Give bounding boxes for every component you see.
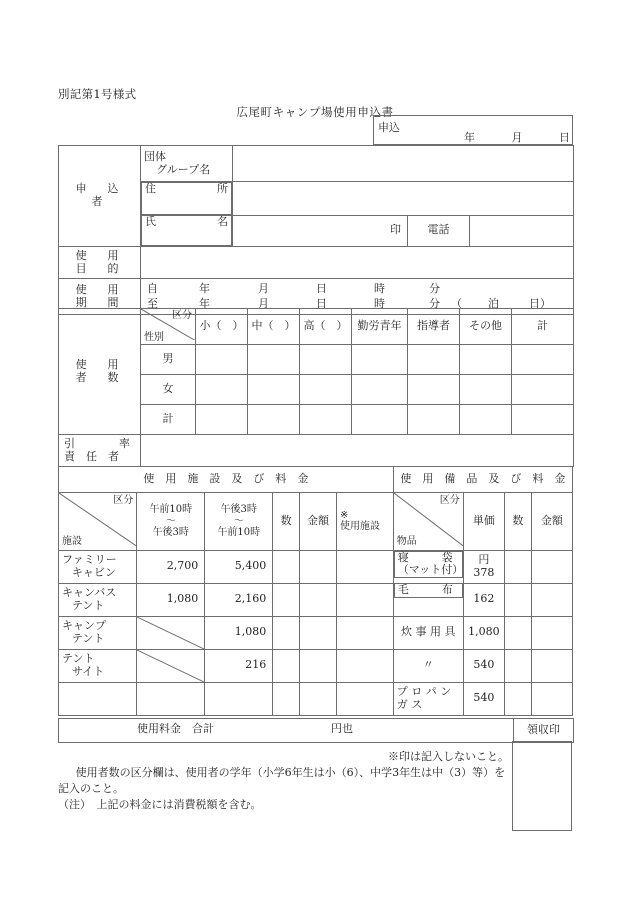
users-row-label: 計 (141, 405, 196, 435)
total-fee-label: 使用料金 合計 (137, 721, 214, 735)
facility-day-price[interactable] (137, 682, 205, 715)
total-table (58, 718, 574, 743)
receipt-seal-box[interactable] (512, 741, 572, 831)
equipment-unit-price: 1,080 (463, 616, 504, 649)
tel-label: 電話 (408, 215, 470, 247)
note-line-2: 記入のこと。 (58, 781, 124, 795)
facility-night-price: 2,160 (205, 583, 273, 616)
period-to-day: 日 (316, 296, 327, 310)
facility-col-count: 数 (273, 493, 300, 551)
note-asterisk: ※印は記入しないこと。 (388, 750, 509, 763)
users-col-header: その他 (460, 309, 512, 345)
diagonal-strike-icon (137, 650, 204, 682)
users-cell[interactable] (408, 405, 460, 435)
equipment-corner-category: 区分 (439, 495, 460, 506)
equipment-count[interactable] (504, 616, 531, 649)
period-days: 日） (529, 296, 551, 310)
period-from-minute: 分 (429, 281, 440, 295)
facility-name[interactable] (59, 682, 137, 715)
users-cell[interactable] (248, 375, 300, 405)
table-row (59, 146, 574, 182)
facility-day-price-unavailable (137, 616, 205, 649)
period-paren-open: （ (451, 296, 462, 310)
name-label: 氏 名 (141, 215, 232, 246)
facility-amount[interactable] (299, 682, 336, 715)
facility-count[interactable] (273, 649, 300, 682)
users-col-header: 勤労青年 (352, 309, 408, 345)
page-title: 広尾町キャンプ場使用申込書 (236, 105, 394, 119)
table-row (59, 247, 574, 279)
facility-name: キャンバス テント (59, 583, 137, 616)
equipment-amount[interactable] (531, 649, 572, 682)
equipment-corner-item: 物品 (396, 536, 417, 547)
facility-col-night: 午後3時 〜 午前10時 (205, 493, 273, 551)
equipment-name: 寝 袋 （マット付） (394, 551, 463, 578)
group-name-label: 団体 グループ名 (141, 146, 233, 182)
facility-name: ファミリー キャビン (59, 550, 137, 583)
users-corner-header (141, 309, 196, 345)
facility-count[interactable] (273, 550, 300, 583)
users-col-header: 高（ ） (300, 309, 352, 345)
leader-label (59, 435, 141, 467)
equipment-col-unit-price: 単価 (463, 493, 504, 551)
users-col-header: 計 (512, 309, 574, 345)
users-row-label: 男 (141, 345, 196, 375)
period-from-hour: 時 (374, 281, 385, 295)
users-cell[interactable] (352, 375, 408, 405)
period-to-mark: 至 (147, 296, 158, 310)
facility-used[interactable] (337, 682, 394, 715)
table-row (59, 616, 573, 649)
users-col-header: 指導者 (408, 309, 460, 345)
facility-used[interactable] (337, 583, 394, 616)
equipment-amount[interactable] (531, 616, 572, 649)
equipment-col-amount: 金額 (531, 493, 572, 551)
users-cell[interactable] (512, 345, 574, 375)
table-row (59, 649, 573, 682)
apply-date-box[interactable] (373, 115, 573, 145)
table-row (59, 719, 574, 743)
facility-name: テント サイト (59, 649, 137, 682)
users-cell[interactable] (460, 405, 512, 435)
users-section-label: 使 用 者 数 (59, 309, 141, 435)
users-cell[interactable] (300, 345, 352, 375)
period-from-year: 年 (199, 281, 210, 295)
users-cell[interactable] (300, 405, 352, 435)
equipment-unit-price: 540 (463, 682, 504, 715)
equipment-unit-price: 540 (463, 649, 504, 682)
users-table (58, 308, 574, 467)
applicant-section-label: 申 込 者 (59, 146, 141, 247)
facility-col-used: ※ 使用施設 (337, 493, 394, 551)
equipment-count[interactable] (504, 550, 531, 583)
users-cell[interactable] (248, 405, 300, 435)
users-cell[interactable] (300, 375, 352, 405)
equipment-col-count: 数 (504, 493, 531, 551)
facility-amount[interactable] (299, 649, 336, 682)
period-from-day: 日 (316, 281, 327, 295)
equipment-count[interactable] (504, 682, 531, 715)
facility-used[interactable] (337, 649, 394, 682)
form-notes (58, 749, 513, 831)
period-to-minute: 分 (429, 296, 440, 310)
equipment-unit-price: 円 378 (463, 550, 504, 583)
address-field[interactable] (233, 182, 574, 216)
address-label: 住 所 (141, 182, 232, 215)
facility-day-price-unavailable (137, 649, 205, 682)
table-row (59, 435, 574, 467)
facility-corner-header (59, 493, 137, 551)
fees-table (58, 466, 573, 716)
name-field[interactable] (233, 215, 408, 247)
receipt-seal-label: 領収印 (514, 719, 574, 743)
apply-date-year-label: 年 (464, 131, 475, 144)
facility-amount[interactable] (299, 616, 336, 649)
equipment-amount[interactable] (531, 583, 572, 616)
users-row-label: 女 (141, 375, 196, 405)
purpose-field[interactable] (141, 247, 574, 279)
facility-night-price[interactable] (205, 682, 273, 715)
period-label: 使 用 期 間 (59, 279, 141, 315)
facility-used[interactable] (337, 550, 394, 583)
form-code: 別記第1号様式 (58, 87, 137, 101)
group-name-field[interactable] (233, 146, 574, 182)
tel-field[interactable] (470, 215, 574, 247)
facility-used[interactable] (337, 616, 394, 649)
equipment-name: 毛 布 (394, 583, 463, 598)
yen-label: 円 (478, 552, 490, 566)
users-cell[interactable] (512, 375, 574, 405)
facility-day-price: 2,700 (137, 550, 205, 583)
equipment-amount[interactable] (531, 682, 572, 715)
note-line-1: 使用者数の区分欄は、使用者の学年（小学6年生は小（6）、中学3年生は中（3）等）を (75, 765, 506, 779)
table-row (59, 682, 573, 715)
table-row (59, 467, 573, 493)
users-cell[interactable] (352, 405, 408, 435)
users-cell[interactable] (248, 345, 300, 375)
facility-col-day: 午前10時 〜 午後3時 (137, 493, 205, 551)
users-col-header: 中（ ） (248, 309, 300, 345)
facility-amount[interactable] (299, 550, 336, 583)
equipment-name: 炊 事 用 具 (393, 616, 463, 649)
users-corner-gender: 性別 (144, 331, 164, 343)
facility-night-price: 1,080 (205, 616, 273, 649)
users-cell[interactable] (196, 405, 248, 435)
seal-mark-label: 印 (390, 223, 401, 237)
equipment-count[interactable] (504, 649, 531, 682)
facility-night-price: 5,400 (205, 550, 273, 583)
users-cell[interactable] (460, 375, 512, 405)
leader-label-line1: 引 率 (64, 436, 130, 450)
facility-corner-category: 区分 (113, 495, 134, 506)
users-cell[interactable] (352, 345, 408, 375)
table-row (59, 309, 574, 345)
leader-label-line2: 責 任 者 (64, 449, 119, 463)
users-cell[interactable] (408, 345, 460, 375)
table-row (59, 550, 573, 583)
period-from-month: 月 (258, 281, 269, 295)
facility-amount[interactable] (299, 583, 336, 616)
table-row (59, 583, 573, 616)
equipment-unit-price: 162 (463, 583, 504, 616)
period-to-month: 月 (258, 296, 269, 310)
users-cell[interactable] (512, 405, 574, 435)
equipment-name: 〃 (393, 649, 463, 682)
table-row (59, 493, 573, 551)
purpose-label: 使 用 目 的 (59, 247, 141, 279)
leader-field[interactable] (141, 435, 574, 467)
equipment-name: プ ロ パ ン ガ ス (393, 682, 463, 715)
equipment-section-header: 使 用 備 品 及 び 料 金 (393, 467, 572, 493)
facility-night-price: 216 (205, 649, 273, 682)
facility-name: キャンプ テント (59, 616, 137, 649)
note-line-3: （注） 上記の料金には消費税額を含む。 (58, 797, 262, 811)
equipment-corner-header (393, 493, 463, 551)
period-to-hour: 時 (374, 296, 385, 310)
facility-section-header: 使 用 施 設 及 び 料 金 (59, 467, 394, 493)
equipment-count[interactable] (504, 583, 531, 616)
facility-count[interactable] (273, 616, 300, 649)
users-cell[interactable] (196, 375, 248, 405)
period-to-year: 年 (199, 296, 210, 310)
users-corner-category: 区分 (172, 310, 192, 321)
total-fee-cell[interactable] (59, 719, 514, 743)
total-fee-unit: 円也 (331, 721, 353, 735)
users-cell[interactable] (196, 345, 248, 375)
equipment-amount[interactable] (531, 550, 572, 583)
period-from-mark: 自 (147, 281, 158, 295)
facility-count[interactable] (273, 682, 300, 715)
apply-date-label: 申込 (378, 121, 400, 134)
facility-day-price: 1,080 (137, 583, 205, 616)
users-cell[interactable] (408, 375, 460, 405)
users-col-header: 小（ ） (196, 309, 248, 345)
applicant-table (58, 145, 574, 315)
facility-col-amount: 金額 (299, 493, 336, 551)
diagonal-strike-icon (137, 617, 204, 649)
period-nights: 泊 (488, 296, 499, 310)
apply-date-day-label: 日 (559, 131, 570, 144)
users-cell[interactable] (460, 345, 512, 375)
facility-corner-item: 施設 (62, 536, 82, 547)
apply-date-month-label: 月 (511, 131, 523, 144)
facility-count[interactable] (273, 583, 300, 616)
